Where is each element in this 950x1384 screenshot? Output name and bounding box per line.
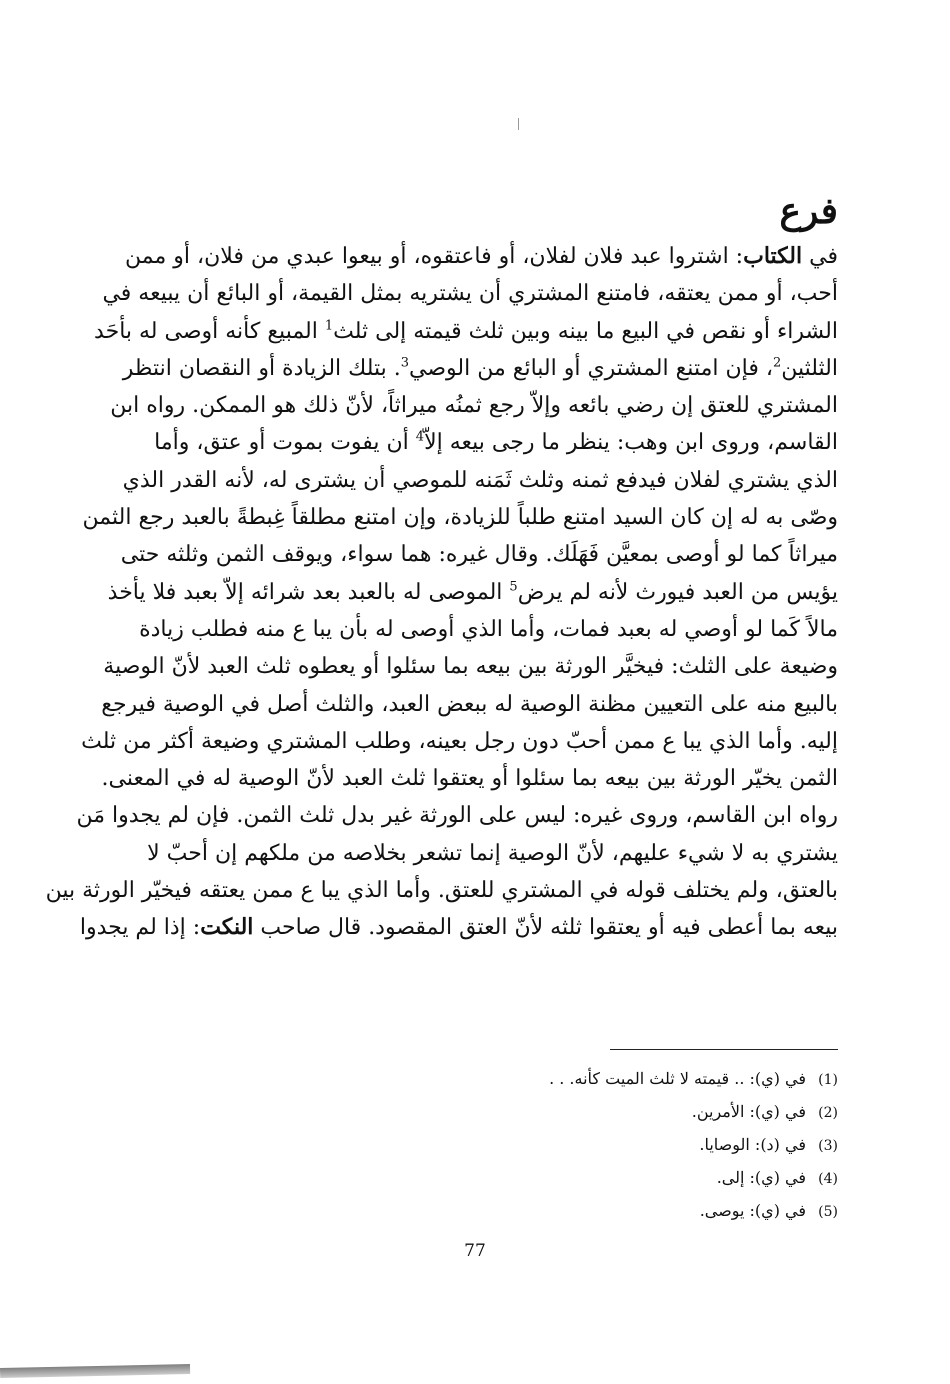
lead-prefix: في [802, 244, 838, 269]
line-19-tail: : إذا لم يجدوا [79, 915, 201, 941]
footnote-number: (1) [818, 1072, 838, 1088]
text-line-12: وضيعة على الثلث: فيخيَّر الورثة بين بيعه بما سئلوا أو يعطوه ثلث العبد لأنّ الوصية [103, 654, 838, 680]
line-6-tail: أن يفوت بموت أو عتق، وأما [154, 430, 416, 456]
footnote-ref-2[interactable]: 2 [772, 355, 782, 371]
footnote-number: (5) [818, 1204, 838, 1220]
line-4-tail: . بتلك الزيادة أو النقصان انتظر [122, 355, 401, 381]
line-1-text: : اشتروا عبد فلان لفلان، أو فاعتقوه، أو بيعوا عبدي من فلان، أو ممن [125, 244, 744, 269]
footnote-text: في (ي): إلى. [716, 1168, 806, 1187]
footnote-number: (3) [818, 1138, 838, 1154]
text-line-10 [107, 574, 838, 611]
footnote-ref-1[interactable]: 1 [324, 318, 334, 334]
line-6-text: القاسم، وروى ابن وهب: ينظر ما رجى بيعه إلاّ [424, 430, 838, 456]
footnote-number: (4) [818, 1171, 838, 1187]
text-line-6 [154, 424, 838, 461]
footnote-ref-5[interactable]: 5 [509, 579, 518, 595]
text-line-9: ميراثاً كما لو أوصى بمعيَّن فَهَلَك. وقال غيره: هما سواء، ويوقف الثمن وثلثه حتى [120, 542, 838, 568]
footnote-ref-4[interactable]: 4 [415, 430, 425, 446]
text-line-15: الثمن يخيّر الورثة بين بيعه بما سئلوا أو يعتقوا ثلث العبد لأنّ الوصية له في المعنى. [101, 766, 838, 792]
footnote-4 [549, 1162, 838, 1195]
footnote-text: في (ي): .. قيمته لا ثلث الميت كأنه. . . [549, 1069, 806, 1088]
text-line-19 [79, 909, 838, 946]
text-line-14: إليه. وأما الذي يبا ع ممن أحبّ دون رجل بعينه، وطلب المشتري وضيعة أكثر من ثلث [81, 728, 838, 754]
line-4-middle: ، فإن امتنع المشتري أو البائع من الوصي [409, 355, 773, 381]
main-paragraph [45, 238, 838, 947]
footnote-5 [549, 1195, 838, 1228]
page-number: 77 [464, 1241, 486, 1261]
text-line-2: أحب، أو ممن يعتقه، فامتنع المشتري أن يشتريه بمثل القيمة، أو البائع أن يبيعه في [102, 281, 838, 307]
footnote-2 [549, 1096, 838, 1129]
footnote-ref-3[interactable]: 3 [400, 355, 410, 371]
footnote-number: (2) [818, 1105, 838, 1121]
footnote-3 [549, 1129, 838, 1162]
footnote-text: في (ي): الأمرين. [691, 1102, 806, 1121]
text-line-8: وصّى به له إن كان السيد امتنع طلباً للزيادة، وإن امتنع مطلقاً غِبطةً بالعبد رجع الثمن [82, 505, 838, 531]
footnote-text: في (د): الوصايا. [699, 1135, 806, 1154]
text-line-13: بالبيع منه على التعيين مظنة الوصية له ببعض العبد، والثلث أصل في الوصية فيرجع [101, 691, 838, 717]
line-10-tail: الموصى له بالعبد بعد شرائه إلاّ بعبد فلا يأخذ [107, 579, 510, 605]
scan-edge-shadow [0, 1364, 190, 1378]
line-10-text: يؤيس من العبد فيورث لأنه لم يرض [517, 579, 838, 605]
line-3-text: الشراء أو نقص في البيع ما بينه وبين ثلث قيمته إلى ثلث [333, 318, 838, 344]
text-line-4 [122, 350, 838, 387]
text-line-3 [94, 313, 838, 350]
text-line-17: يشتري به لا شيء عليهم، لأنّ الوصية إنما تشعر بخلاصه من ملكهم إن أحبّ لا [147, 840, 838, 866]
footnote-text: في (ي): يوصى. [699, 1201, 806, 1220]
footnote-separator [610, 1049, 838, 1050]
text-line-7: الذي يشتري لفلان فيدفع ثمنه وثلث ثَمَنه للموصي أن يشترى له، لأنه القدر الذي [122, 467, 838, 493]
lead-bold-term: الكتاب [743, 243, 803, 269]
bold-term-nukat: النكت [200, 914, 254, 941]
scan-speck [518, 118, 519, 130]
text-line-5: المشتري للعتق إن رضي بائعه وإلاّ رجع ثمنُه ميراثاً، لأنّ ذلك هو الممكن. رواه ابن [110, 393, 838, 419]
footnotes-list [549, 1063, 838, 1228]
footnote-1 [549, 1063, 838, 1096]
line-4-text: الثلثين [781, 355, 838, 381]
section-heading: فرع [779, 190, 838, 232]
text-line-16: رواه ابن القاسم، وروى غيره: ليس على الورثة غير بدل ثلث الثمن. فإن لم يجدوا مَن [76, 803, 838, 829]
line-19-text: بيعه بما أعطى فيه أو يعتقوا ثلثه لأنّ العتق المقصود. قال صاحب [253, 915, 838, 941]
text-line-11: مالاً كَما لو أوصي له بعبد فمات، وأما الذي أوصى له بأن يبا ع منه فطلب زيادة [139, 616, 838, 642]
text-line-1 [125, 238, 838, 275]
text-line-18: بالعتق، ولم يختلف قوله في المشتري للعتق. وأما الذي يبا ع ممن يعتقه فيخيّر الورثة بين [45, 878, 838, 904]
line-3-tail: المبيع كأنه أوصى له بأحَد [94, 318, 325, 344]
